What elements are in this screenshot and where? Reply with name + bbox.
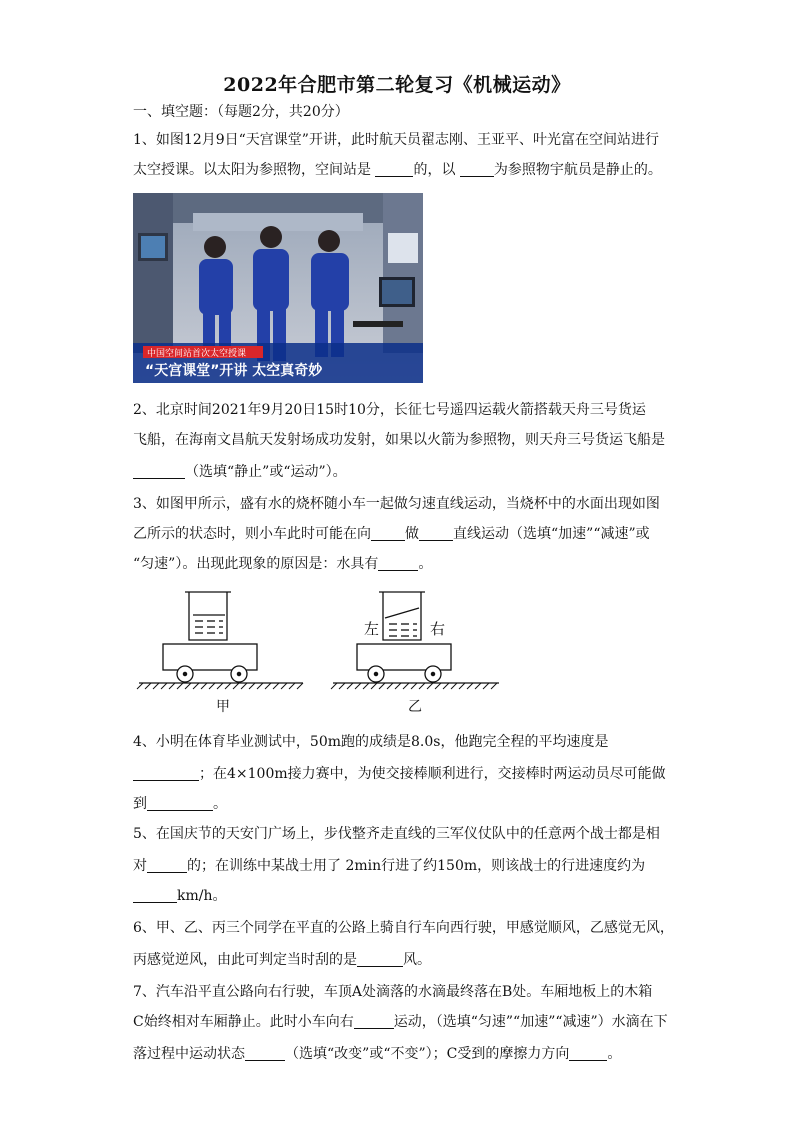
q2-blank[interactable] [133,464,185,479]
q5-text-c: km/h。 [177,888,227,904]
tiangong-classroom-photo [133,193,423,383]
q4-blank-1[interactable] [133,766,199,781]
astronauts-image [133,193,423,383]
q5-line2 [133,856,678,876]
q7-line2 [133,1012,678,1032]
q6-blank[interactable] [357,952,403,967]
q1-text-b: 的，以 [413,162,456,178]
section-heading: 一、填空题：（每题2分，共20分） [133,104,349,120]
q3-text-c: 直线运动（选填“加速”“减速”或 [453,526,650,542]
q5-blank-1[interactable] [147,858,187,873]
q7-text-a: C始终相对车厢静止。此时小车向右 [133,1014,354,1030]
q1-line1: 1、如图12月9日“天宫课堂”开讲，此时航天员翟志刚、王亚平、叶光富在空间站进行 [133,132,659,148]
label-yi: 乙 [408,699,422,715]
q2-text: （选填“静止”或“运动”）。 [185,464,347,480]
q3-line1: 3、如图甲所示，盛有水的烧杯随小车一起做匀速直线运动，当烧杯中的水面出现如图 [133,496,660,512]
label-jia: 甲 [216,699,230,715]
q4-line3 [133,794,678,814]
caption-small: 中国空间站首次太空授课 [147,349,247,359]
q2-line1: 2、北京时间2021年9月20日15时10分，长征七号遥四运载火箭搭载天舟三号货运 [133,402,646,418]
label-left: 左 [364,620,380,638]
q1-blank-2[interactable] [460,162,494,177]
q3-blank-3[interactable] [378,556,418,571]
q7-blank-2[interactable] [245,1046,285,1061]
page-title: 2022年合肥市第二轮复习《机械运动》 [223,74,571,96]
q3-line2 [133,524,678,544]
q3-line3 [133,554,678,574]
cart-beaker-figure [133,588,513,718]
q5-line3 [133,886,678,906]
q3-text-d: “匀速”）。出现此现象的原因是：水具有 [133,556,379,572]
q3-text-e: 。 [418,556,433,572]
q1-blank-1[interactable] [375,162,413,177]
q7-text-d: （选填“改变”或“不变”）；C受到的摩擦力方向 [285,1046,570,1062]
q7-blank-3[interactable] [569,1046,607,1061]
q1-line2 [133,160,678,180]
q1-text-c: 为参照物宇航员是静止的。 [493,162,662,178]
q6-text-a: 丙感觉逆风，由此可判定当时刮的是 [133,952,357,968]
q7-line1: 7、汽车沿平直公路向右行驶，车顶A处滴落的水滴最终落在B处。车厢地板上的木箱 [133,984,653,1000]
cart-diagram [133,588,513,718]
q1-text-a: 太空授课。以太阳为参照物，空间站是 [133,162,371,178]
q7-blank-1[interactable] [354,1014,394,1029]
q3-blank-1[interactable] [371,526,405,541]
q4-text-b: 到 [133,796,147,812]
q3-text-b: 做 [405,526,419,542]
q7-text-b: 运动，（选填“匀速”“加速”“减速”）水滴在下 [393,1014,668,1030]
caption-big: “天宫课堂”开讲 太空真奇妙 [145,363,323,379]
q2-line3 [133,462,678,482]
q6-text-b: 风。 [403,952,431,968]
q2-line2: 飞船，在海南文昌航天发射场成功发射，如果以火箭为参照物，则天舟三号货运飞船是 [133,432,665,448]
q7-line3 [133,1044,678,1064]
q4-blank-2[interactable] [147,796,213,811]
q7-text-e: 。 [607,1046,622,1062]
q7-text-c: 落过程中运动状态 [133,1046,245,1062]
q4-text-c: 。 [213,796,227,812]
q5-text-b: 的；在训练中某战士用了 2min行进了约150m，则该战士的行进速度约为 [187,858,646,874]
q4-line1: 4、小明在体育毕业测试中，50m跑的成绩是8.0s，他跑完全程的平均速度是 [133,734,609,750]
label-right: 右 [430,620,446,638]
q5-blank-2[interactable] [133,888,177,903]
q4-text-a: ；在4×100m接力赛中，为使交接棒顺利进行，交接棒时两运动员尽可能做 [199,766,666,782]
q4-line2 [133,764,678,784]
q3-text-a: 乙所示的状态时，则小车此时可能在向 [133,526,371,542]
q5-text-a: 对 [133,858,147,874]
q6-line1: 6、甲、乙、丙三个同学在平直的公路上骑自行车向西行驶，甲感觉顺风，乙感觉无风， [133,920,674,936]
q6-line2 [133,950,678,970]
q3-blank-2[interactable] [419,526,453,541]
q5-line1: 5、在国庆节的天安门广场上，步伐整齐走直线的三军仪仗队中的任意两个战士都是相 [133,826,660,842]
